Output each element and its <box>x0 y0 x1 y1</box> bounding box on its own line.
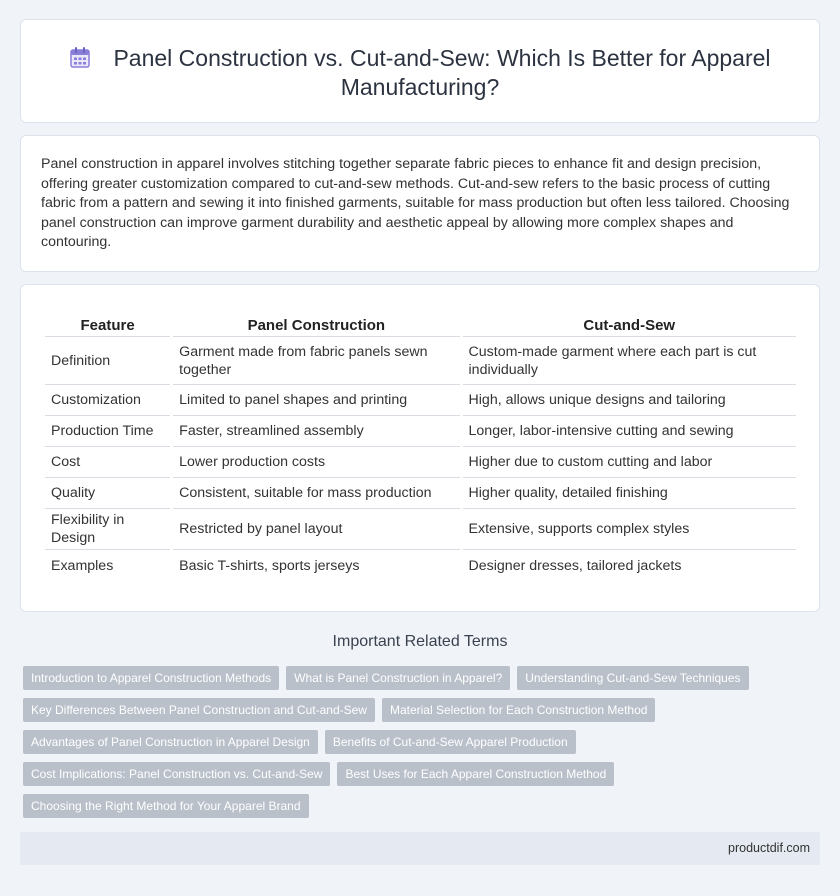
feature-cell: Quality <box>45 478 170 509</box>
panel-construction-cell: Faster, streamlined assembly <box>173 416 459 447</box>
comparison-table <box>42 313 799 581</box>
related-term-tag[interactable]: Benefits of Cut-and-Sew Apparel Production <box>325 730 576 754</box>
feature-cell: Customization <box>45 385 170 416</box>
intro-card <box>20 135 820 272</box>
column-header-cut-and-sew: Cut-and-Sew <box>463 313 796 337</box>
related-terms-list <box>23 666 823 826</box>
cut-and-sew-cell: Designer dresses, tailored jackets <box>468 557 682 574</box>
related-term-tag[interactable]: Material Selection for Each Construction Method <box>382 698 655 722</box>
related-terms-heading: Important Related Terms <box>332 633 508 650</box>
title-card <box>20 19 820 123</box>
cut-and-sew-cell: Longer, labor-intensive cutting and sewing <box>463 416 796 447</box>
related-term-tag[interactable]: Best Uses for Each Apparel Construction Method <box>337 762 614 786</box>
panel-construction-cell: Limited to panel shapes and printing <box>173 385 459 416</box>
panel-construction-cell: Lower production costs <box>173 447 459 478</box>
table-row <box>45 416 796 447</box>
related-term-tag[interactable]: Advantages of Panel Construction in Apparel Design <box>23 730 318 754</box>
comparison-table-card <box>20 284 820 612</box>
column-header-panel-construction: Panel Construction <box>173 313 459 337</box>
panel-construction-cell: Consistent, suitable for mass production <box>173 478 459 509</box>
related-term-tag[interactable]: Introduction to Apparel Construction Methods <box>23 666 279 690</box>
table-header-row <box>45 313 796 337</box>
table-row <box>45 385 796 416</box>
related-term-tag[interactable]: What is Panel Construction in Apparel? <box>286 666 510 690</box>
feature-cell: Flexibility in Design <box>45 509 170 550</box>
cut-and-sew-cell: Extensive, supports complex styles <box>463 509 796 550</box>
footer <box>20 832 820 865</box>
feature-cell: Definition <box>45 337 170 385</box>
panel-construction-cell: Garment made from fabric panels sewn together <box>173 337 459 385</box>
table-row <box>45 550 796 581</box>
table-row <box>45 478 796 509</box>
table-row <box>45 337 796 385</box>
cut-and-sew-cell: Higher due to custom cutting and labor <box>463 447 796 478</box>
related-term-tag[interactable]: Cost Implications: Panel Construction vs. Cut-and-Sew <box>23 762 330 786</box>
table-row <box>45 447 796 478</box>
cut-and-sew-cell: Higher quality, detailed finishing <box>463 478 796 509</box>
feature-cell: Cost <box>45 447 170 478</box>
feature-cell: Examples <box>51 557 114 574</box>
calendar-icon <box>69 47 91 69</box>
related-term-tag[interactable]: Understanding Cut-and-Sew Techniques <box>517 666 748 690</box>
related-term-tag[interactable]: Choosing the Right Method for Your Apparel Brand <box>23 794 309 818</box>
cut-and-sew-cell: High, allows unique designs and tailoring <box>463 385 796 416</box>
footer-site-link[interactable]: productdif.com <box>728 841 810 855</box>
panel-construction-cell: Basic T-shirts, sports jerseys <box>179 557 360 574</box>
panel-construction-cell: Restricted by panel layout <box>173 509 459 550</box>
table-row <box>45 509 796 550</box>
cut-and-sew-cell: Custom-made garment where each part is cut individually <box>463 337 796 385</box>
related-term-tag[interactable]: Key Differences Between Panel Construction and Cut-and-Sew <box>23 698 375 722</box>
feature-cell: Production Time <box>45 416 170 447</box>
page-title: Panel Construction vs. Cut-and-Sew: Which Is Better for Apparel Manufacturing? <box>113 45 771 100</box>
column-header-feature: Feature <box>45 313 170 337</box>
intro-paragraph: Panel construction in apparel involves stitching together separate fabric pieces to enhance fit and design precision, offering greater customization compared to cut-and-sew methods. Cut-and-sew refers to the basic process of cutting fabric from a pattern and sewing it into finished garments, suitable for mass production but often less tailored. Choosing panel construction can improve garment durability and aesthetic appeal by allowing more complex shapes and contouring. <box>41 156 790 250</box>
page-title-wrap <box>21 44 819 102</box>
